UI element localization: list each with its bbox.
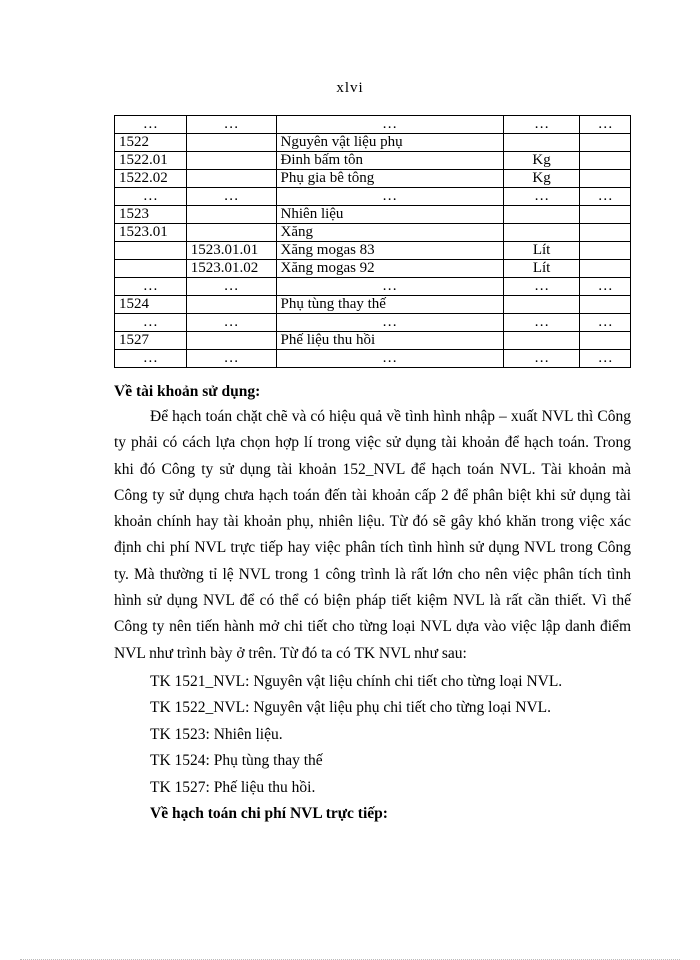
cell-sub-code: [186, 224, 276, 242]
table-row: [115, 152, 631, 170]
table-row: [115, 350, 631, 368]
page-number: xlvi: [336, 80, 364, 96]
cell-account-code: 1523: [115, 206, 187, 224]
cell-extra: [580, 170, 631, 188]
cell-account-code: 1523.01: [115, 224, 187, 242]
cell-account-code: …: [115, 116, 187, 134]
account-item-1521: TK 1521_NVL: Nguyên vật liệu chính chi tiết cho từng loại NVL.: [150, 672, 563, 690]
cell-account-code: 1522: [115, 134, 187, 152]
cell-sub-code: [186, 296, 276, 314]
cell-unit: …: [503, 116, 580, 134]
material-code-table-body: [115, 116, 631, 368]
cell-material-name: Xăng: [276, 224, 503, 242]
table-row: [115, 134, 631, 152]
cell-unit: [503, 134, 580, 152]
cell-sub-code: [186, 206, 276, 224]
cell-unit: …: [503, 278, 580, 296]
cell-extra: …: [580, 350, 631, 368]
cell-material-name: …: [276, 188, 503, 206]
cell-material-name: …: [276, 278, 503, 296]
cell-material-name: …: [276, 116, 503, 134]
cell-sub-code: 1523.01.02: [186, 260, 276, 278]
cell-extra: [580, 152, 631, 170]
table-row: [115, 170, 631, 188]
cell-extra: [580, 296, 631, 314]
table-row: [115, 116, 631, 134]
cell-material-name: Đinh bấm tôn: [276, 152, 503, 170]
account-item-1524: TK 1524: Phụ tùng thay thế: [150, 752, 323, 770]
cell-account-code: [115, 260, 187, 278]
cell-unit: …: [503, 314, 580, 332]
cell-sub-code: …: [186, 278, 276, 296]
account-item-1523: TK 1523: Nhiên liệu.: [150, 725, 283, 743]
cell-unit: …: [503, 350, 580, 368]
table-row: [115, 314, 631, 332]
section-paragraph-accounts: Để hạch toán chặt chẽ và có hiệu quả về tình hình nhập – xuất NVL thì Công ty phải có cách lựa chọn hợp lí trong việc sử dụng tài khoản để hạch toán. Trong khi đó Công ty sử dụng tài khoản 152_NVL để hạch toán NVL. Tài khoản mà Công ty sử dụng chưa hạch toán đến tài khoản cấp 2 để phân biệt khi sử dụng tài khoản chính hay tài khoản phụ, nhiên liệu. Từ đó sẽ gây khó khăn trong việc xác định chi phí NVL trực tiếp hay việc phân tích tình hình sử dụng NVL trong Công ty. Mà thường tỉ lệ NVL trong 1 công trình là rất lớn cho nên việc phân tích tình hình sử dụng NVL để có thể có biện pháp tiết kiệm NVL là rất cần thiết. Vì thế Công ty nên tiến hành mở chi tiết cho từng loại NVL dựa vào việc lập danh điểm NVL như trình bày ở trên. Từ đó ta có TK NVL như sau:: [114, 408, 631, 662]
table-row: [115, 242, 631, 260]
section-accounts: [114, 383, 631, 828]
cell-account-code: …: [115, 278, 187, 296]
cell-unit: Kg: [503, 152, 580, 170]
cell-extra: [580, 332, 631, 350]
cell-sub-code: …: [186, 314, 276, 332]
account-item-1522: TK 1522_NVL: Nguyên vật liệu phụ chi tiết cho từng loại NVL.: [150, 699, 551, 717]
cell-account-code: …: [115, 350, 187, 368]
cell-extra: …: [580, 278, 631, 296]
cell-extra: …: [580, 188, 631, 206]
table-row: [115, 332, 631, 350]
cell-material-name: Phụ gia bê tông: [276, 170, 503, 188]
cell-account-code: 1524: [115, 296, 187, 314]
cell-sub-code: [186, 134, 276, 152]
account-item-1527: TK 1527: Phế liệu thu hồi.: [150, 778, 316, 796]
table-row: [115, 296, 631, 314]
cell-unit: …: [503, 188, 580, 206]
cell-unit: Kg: [503, 170, 580, 188]
cell-material-name: …: [276, 350, 503, 368]
cell-sub-code: [186, 332, 276, 350]
cell-account-code: 1522.02: [115, 170, 187, 188]
cell-material-name: Xăng mogas 92: [276, 260, 503, 278]
cell-account-code: …: [115, 314, 187, 332]
cell-extra: …: [580, 116, 631, 134]
cell-unit: Lít: [503, 242, 580, 260]
cell-unit: [503, 206, 580, 224]
cell-sub-code: …: [186, 116, 276, 134]
cell-sub-code: 1523.01.01: [186, 242, 276, 260]
cell-material-name: Nhiên liệu: [276, 206, 503, 224]
section-heading-direct-cost: Về hạch toán chi phí NVL trực tiếp:: [150, 805, 388, 823]
cell-unit: [503, 332, 580, 350]
cell-unit: Lít: [503, 260, 580, 278]
cell-extra: …: [580, 314, 631, 332]
section-heading-accounts: Về tài khoản sử dụng:: [114, 383, 261, 400]
cell-extra: [580, 224, 631, 242]
cell-unit: [503, 224, 580, 242]
material-code-table: [114, 115, 631, 368]
cell-account-code: …: [115, 188, 187, 206]
table-row: [115, 188, 631, 206]
cell-account-code: 1522.01: [115, 152, 187, 170]
cell-unit: [503, 296, 580, 314]
cell-material-name: Nguyên vật liệu phụ: [276, 134, 503, 152]
cell-material-name: Phế liệu thu hồi: [276, 332, 503, 350]
account-list: [114, 669, 631, 802]
cell-sub-code: [186, 170, 276, 188]
cell-account-code: [115, 242, 187, 260]
cell-material-name: Phụ tùng thay thế: [276, 296, 503, 314]
cell-sub-code: …: [186, 350, 276, 368]
table-row: [115, 260, 631, 278]
cell-account-code: 1527: [115, 332, 187, 350]
cell-extra: [580, 242, 631, 260]
table-row: [115, 206, 631, 224]
cell-material-name: Xăng mogas 83: [276, 242, 503, 260]
cell-extra: [580, 134, 631, 152]
cell-material-name: …: [276, 314, 503, 332]
cell-extra: [580, 260, 631, 278]
cell-extra: [580, 206, 631, 224]
table-row: [115, 278, 631, 296]
table-row: [115, 224, 631, 242]
cell-sub-code: [186, 152, 276, 170]
cell-sub-code: …: [186, 188, 276, 206]
